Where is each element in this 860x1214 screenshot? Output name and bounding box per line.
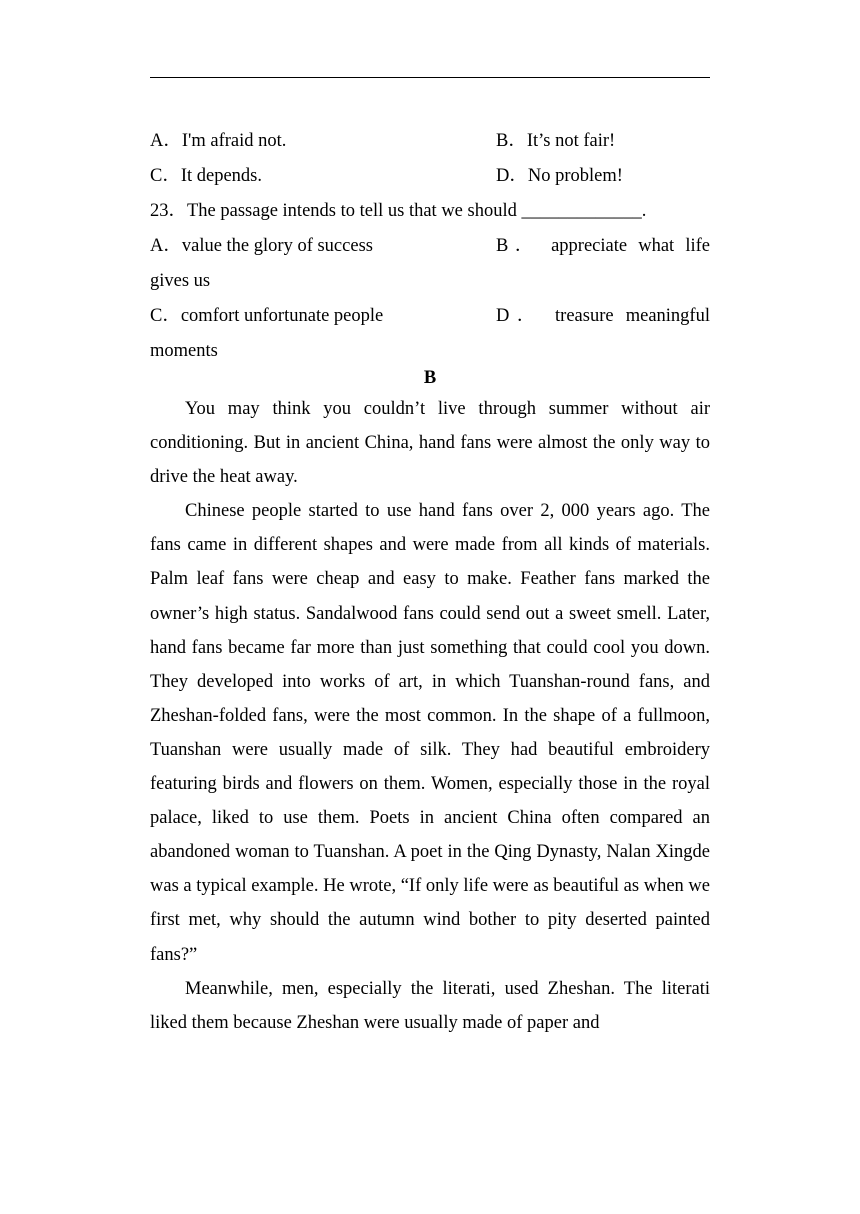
reading-passage	[150, 392, 710, 1040]
q23-option-b-line2: gives us	[150, 271, 211, 291]
q23-option-b-line1: B． appreciate what life	[496, 236, 710, 256]
passage-paragraph-3: Meanwhile, men, especially the literati, used Zheshan. The literati liked them because Zheshan were usually made of paper and	[150, 978, 710, 1033]
q22-option-b: B．It’s not fair!	[496, 131, 616, 151]
q23-options-row-2	[150, 299, 710, 334]
q23-options-row-1	[150, 229, 710, 264]
q22-option-d: D．No problem!	[496, 166, 623, 186]
header-rule	[150, 77, 710, 78]
q22-option-c: C．It depends.	[150, 166, 263, 186]
q23-stem	[150, 194, 710, 229]
q23-stem-text: 23．The passage intends to tell us that we should _____________.	[150, 201, 647, 221]
q22-options-row-2	[150, 159, 710, 194]
q23-option-d-line1: D． treasure meaningful	[496, 306, 710, 326]
q23-option-a: A．value the glory of success	[150, 236, 373, 256]
q23-option-b-continuation	[150, 264, 710, 299]
q22-option-a: A．I'm afraid not.	[150, 131, 287, 151]
q22-options-row-1	[150, 124, 710, 159]
q23-option-c: C．comfort unfortunate people	[150, 306, 384, 326]
q23-option-d-line2: moments	[150, 341, 218, 361]
passage-paragraph-2: Chinese people started to use hand fans over 2, 000 years ago. The fans came in different shapes and were made from all kinds of materials. Palm leaf fans were cheap and easy to make. Feather fans marked the owner’s high status. Sandalwood fans could send out a sweet smell. Later, hand fans became far more than just something that could cool you down. They developed into works of art, in which Tuanshan-round fans, and Zheshan-folded fans, were the most common. In the shape of a fullmoon, Tuanshan were usually made of silk. They had beautiful embroidery featuring birds and flowers on them. Women, especially those in the royal palace, liked to use them. Poets in ancient China often compared an abandoned woman to Tuanshan. A poet in the Qing Dynasty, Nalan Xingde was a typical example. He wrote, “If only life were as beautiful as when we first met, why should the autumn wind bother to pity deserted painted fans?”	[150, 501, 710, 965]
passage-paragraph-1: You may think you couldn’t live through summer without air conditioning. But in ancient China, hand fans were almost the only way to drive the heat away.	[150, 399, 710, 488]
section-heading: B	[423, 368, 437, 388]
